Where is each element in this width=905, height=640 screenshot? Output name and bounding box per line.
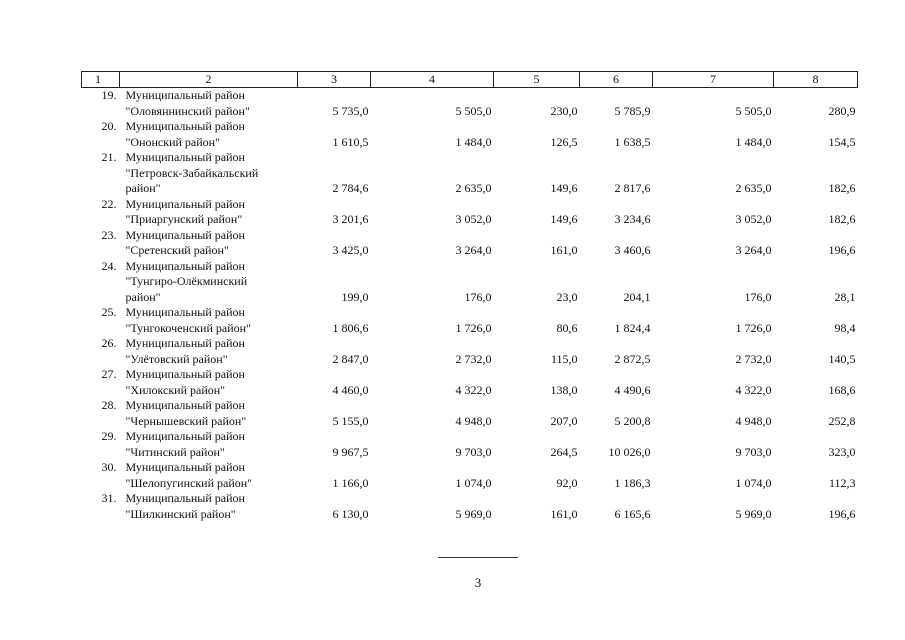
value-cell: 5 200,8: [614, 413, 651, 428]
header-cell: 1: [82, 72, 120, 88]
value-cell: 5 505,0: [455, 103, 492, 118]
municipality-name-line: Муниципальный район: [125, 88, 245, 102]
value-cell: 3 052,0: [455, 212, 492, 226]
value-cell: 182,6: [828, 212, 856, 226]
header-cell: 7: [653, 72, 774, 88]
value-cell: 4 460,0: [332, 382, 369, 397]
municipality-name: [120, 429, 298, 460]
value-cell: 2 872,5: [614, 351, 651, 366]
value-cell: 80,6: [556, 320, 578, 335]
value-cell: 112,3: [828, 475, 856, 490]
row-number: 26.: [101, 336, 117, 350]
value-cell: 28,1: [834, 289, 856, 304]
value-cell: 154,5: [828, 134, 856, 149]
value-cell: 149,6: [550, 181, 578, 195]
value-cell: 1 074,0: [455, 475, 492, 490]
municipality-name-line: Муниципальный район: [125, 336, 245, 350]
column-number-header: [82, 72, 858, 88]
row-number: 24.: [101, 258, 117, 273]
table-row: [82, 88, 858, 120]
value-cell: 168,6: [828, 382, 856, 397]
value-cell: 5 969,0: [735, 506, 772, 521]
footer-rule: [438, 557, 518, 558]
municipality-name: [120, 197, 298, 228]
value-cell: 182,6: [828, 181, 856, 195]
table-body: [82, 88, 858, 523]
municipality-name-line: Муниципальный район: [125, 429, 245, 443]
value-cell: 6 165,6: [614, 506, 651, 521]
table-row: [82, 119, 858, 150]
value-cell: 9 703,0: [735, 444, 772, 459]
municipality-name-line: Муниципальный район: [125, 367, 245, 381]
municipality-name-line: "Хилокский район": [125, 382, 226, 397]
value-cell: 264,5: [550, 444, 578, 459]
value-cell: 5 785,9: [614, 103, 651, 118]
value-cell: 5 735,0: [332, 103, 369, 118]
municipality-name-line: "Петровск-Забайкальский: [125, 165, 259, 180]
municipality-name-line: Муниципальный район: [125, 196, 245, 211]
municipality-name: [120, 305, 298, 336]
header-cell: 5: [494, 72, 580, 88]
value-cell: 4 948,0: [455, 413, 492, 428]
value-cell: 3 264,0: [455, 243, 492, 257]
table-row: [82, 460, 858, 491]
municipality-name: [120, 491, 298, 522]
municipality-name: [120, 336, 298, 367]
value-cell: 4 322,0: [455, 382, 492, 397]
table-row: [82, 259, 858, 306]
value-cell: 138,0: [550, 382, 578, 397]
value-cell: 1 824,4: [614, 320, 651, 335]
municipality-name-line: "Шилкинский район": [125, 506, 236, 521]
value-cell: 161,0: [550, 506, 578, 521]
value-cell: 2 635,0: [455, 181, 492, 195]
value-cell: 1 484,0: [735, 134, 772, 149]
value-cell: 5 505,0: [735, 103, 772, 118]
municipality-name-line: "Приаргунский район": [125, 212, 243, 226]
municipality-name-line: "Тунгиро-Олёкминский: [125, 274, 248, 288]
row-number: 27.: [101, 367, 117, 381]
value-cell: 3 201,6: [332, 212, 369, 226]
municipality-name-line: Муниципальный район: [125, 227, 245, 242]
municipality-name: [120, 398, 298, 429]
value-cell: 98,4: [834, 320, 856, 335]
value-cell: 2 784,6: [332, 181, 369, 195]
value-cell: 4 490,6: [614, 382, 651, 397]
value-cell: 2 817,6: [614, 181, 651, 195]
municipality-name: [120, 259, 298, 306]
municipality-name: [120, 460, 298, 491]
value-cell: 252,8: [828, 413, 856, 428]
value-cell: 5 155,0: [332, 413, 369, 428]
municipality-name-line: Муниципальный район: [125, 258, 245, 273]
value-cell: 10 026,0: [608, 444, 651, 459]
value-cell: 126,5: [550, 134, 578, 149]
value-cell: 6 130,0: [332, 506, 369, 521]
municipality-name-line: Муниципальный район: [125, 119, 245, 133]
table-row: [82, 150, 858, 197]
municipality-name-line: "Оловяннинский район": [125, 103, 250, 118]
row-number: 30.: [101, 460, 117, 474]
header-cell: 6: [580, 72, 653, 88]
value-cell: 1 610,5: [332, 134, 369, 149]
value-cell: 149,6: [550, 212, 578, 226]
row-number: 31.: [101, 491, 117, 505]
municipality-name-line: "Сретенский район": [125, 243, 229, 257]
row-number: 21.: [101, 150, 117, 164]
value-cell: 23,0: [556, 289, 578, 304]
value-cell: 3 264,0: [735, 243, 772, 257]
value-cell: 196,6: [828, 243, 856, 257]
value-cell: 196,6: [828, 506, 856, 521]
municipality-name-line: Муниципальный район: [125, 491, 245, 505]
budget-table: [81, 71, 858, 522]
value-cell: 1 074,0: [735, 475, 772, 490]
municipality-name-line: район": [125, 289, 161, 304]
value-cell: 204,1: [623, 289, 651, 304]
row-number: 25.: [101, 305, 117, 319]
value-cell: 176,0: [744, 289, 772, 304]
value-cell: 1 726,0: [455, 320, 492, 335]
value-cell: 1 638,5: [614, 134, 651, 149]
municipality-name-line: район": [125, 181, 161, 195]
table-row: [82, 228, 858, 259]
value-cell: 2 732,0: [735, 351, 772, 366]
table-row: [82, 491, 858, 522]
value-cell: 3 460,6: [614, 243, 651, 257]
value-cell: 4 948,0: [735, 413, 772, 428]
value-cell: 280,9: [828, 103, 856, 118]
value-cell: 1 186,3: [614, 475, 651, 490]
value-cell: 4 322,0: [735, 382, 772, 397]
value-cell: 3 425,0: [332, 243, 369, 257]
municipality-name: [120, 119, 298, 150]
municipality-name-line: "Тунгокоченский район": [125, 320, 251, 335]
municipality-name-line: Муниципальный район: [125, 305, 245, 319]
value-cell: 323,0: [828, 444, 856, 459]
row-number: 29.: [101, 429, 117, 443]
table-row: [82, 197, 858, 228]
table-row: [82, 398, 858, 429]
municipality-name: [120, 367, 298, 398]
header-cell: 4: [371, 72, 494, 88]
row-number: 28.: [101, 398, 117, 412]
table-row: [82, 429, 858, 460]
value-cell: 3 234,6: [614, 212, 651, 226]
municipality-name-line: Муниципальный район: [125, 460, 245, 474]
header-cell: 8: [774, 72, 858, 88]
value-cell: 1 484,0: [455, 134, 492, 149]
value-cell: 140,5: [828, 351, 856, 366]
value-cell: 207,0: [550, 413, 578, 428]
municipality-name-line: "Шелопугинский район": [125, 475, 253, 490]
municipality-name: [120, 150, 298, 197]
page-number: 3: [474, 575, 482, 590]
row-number: 19.: [101, 88, 117, 102]
municipality-name: [120, 228, 298, 259]
municipality-name-line: Муниципальный район: [125, 150, 245, 164]
municipality-name-line: Муниципальный район: [125, 398, 245, 412]
value-cell: 230,0: [550, 103, 578, 118]
value-cell: 2 635,0: [735, 181, 772, 195]
value-cell: 9 967,5: [332, 444, 369, 459]
value-cell: 115,0: [550, 351, 578, 366]
municipality-name-line: "Читинский район": [125, 444, 225, 459]
value-cell: 1 726,0: [735, 320, 772, 335]
value-cell: 161,0: [550, 243, 578, 257]
municipality-name-line: "Ононский район": [125, 134, 220, 149]
value-cell: 1 166,0: [332, 475, 369, 490]
value-cell: 2 732,0: [455, 351, 492, 366]
value-cell: 5 969,0: [455, 506, 492, 521]
municipality-name-line: "Чернышевский район": [125, 413, 247, 428]
table-row: [82, 367, 858, 398]
table-row: [82, 336, 858, 367]
value-cell: 1 806,6: [332, 320, 369, 335]
municipality-name: [120, 88, 298, 120]
value-cell: 176,0: [464, 289, 492, 304]
value-cell: 9 703,0: [455, 444, 492, 459]
row-number: 23.: [101, 227, 117, 242]
header-cell: 2: [120, 72, 298, 88]
municipality-name-line: "Улётовский район": [125, 351, 228, 366]
value-cell: 199,0: [341, 289, 369, 304]
row-number: 22.: [101, 196, 117, 211]
document-body: [81, 71, 857, 522]
value-cell: 92,0: [556, 475, 578, 490]
value-cell: 2 847,0: [332, 351, 369, 366]
row-number: 20.: [101, 119, 117, 133]
header-cell: 3: [298, 72, 371, 88]
table-row: [82, 305, 858, 336]
value-cell: 3 052,0: [735, 212, 772, 226]
